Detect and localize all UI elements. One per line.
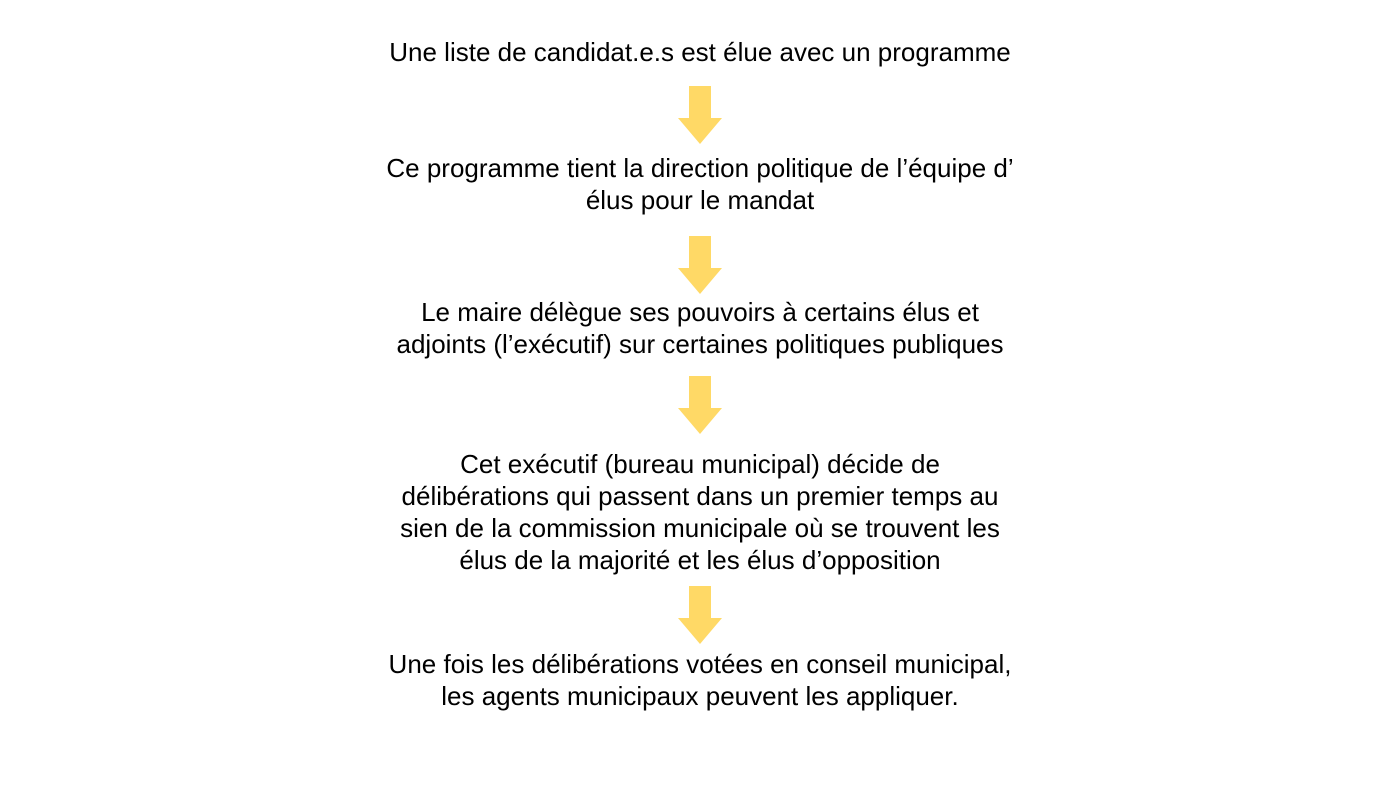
arrow-down-icon [678,586,722,644]
step-text-line: adjoints (l’exécutif) sur certaines politiques publiques [396,329,1004,359]
step-text-line: Une liste de candidat.e.s est élue avec un programme [389,37,1011,67]
step-text-line: les agents municipaux peuvent les appliquer. [441,681,959,711]
step-5 [0,648,1400,712]
step-text-line: Ce programme tient la direction politique de l’équipe d’ [386,153,1014,183]
step-text-line: sien de la commission municipale où se trouvent les [400,513,1000,543]
step-3 [0,296,1400,360]
step-4 [0,448,1400,576]
step-text-line: Cet exécutif (bureau municipal) décide de [460,449,940,479]
step-2 [0,152,1400,216]
step-text-line: élus de la majorité et les élus d’opposition [459,545,941,575]
arrow-down-icon [678,236,722,294]
step-text-line: Le maire délègue ses pouvoirs à certains élus et [421,297,979,327]
step-text-line: élus pour le mandat [585,185,815,215]
arrow-down-icon [678,86,722,144]
step-1 [0,36,1400,68]
step-text-line: Une fois les délibérations votées en conseil municipal, [388,649,1012,679]
step-text-line: délibérations qui passent dans un premier temps au [401,481,999,511]
arrow-down-icon [678,376,722,434]
